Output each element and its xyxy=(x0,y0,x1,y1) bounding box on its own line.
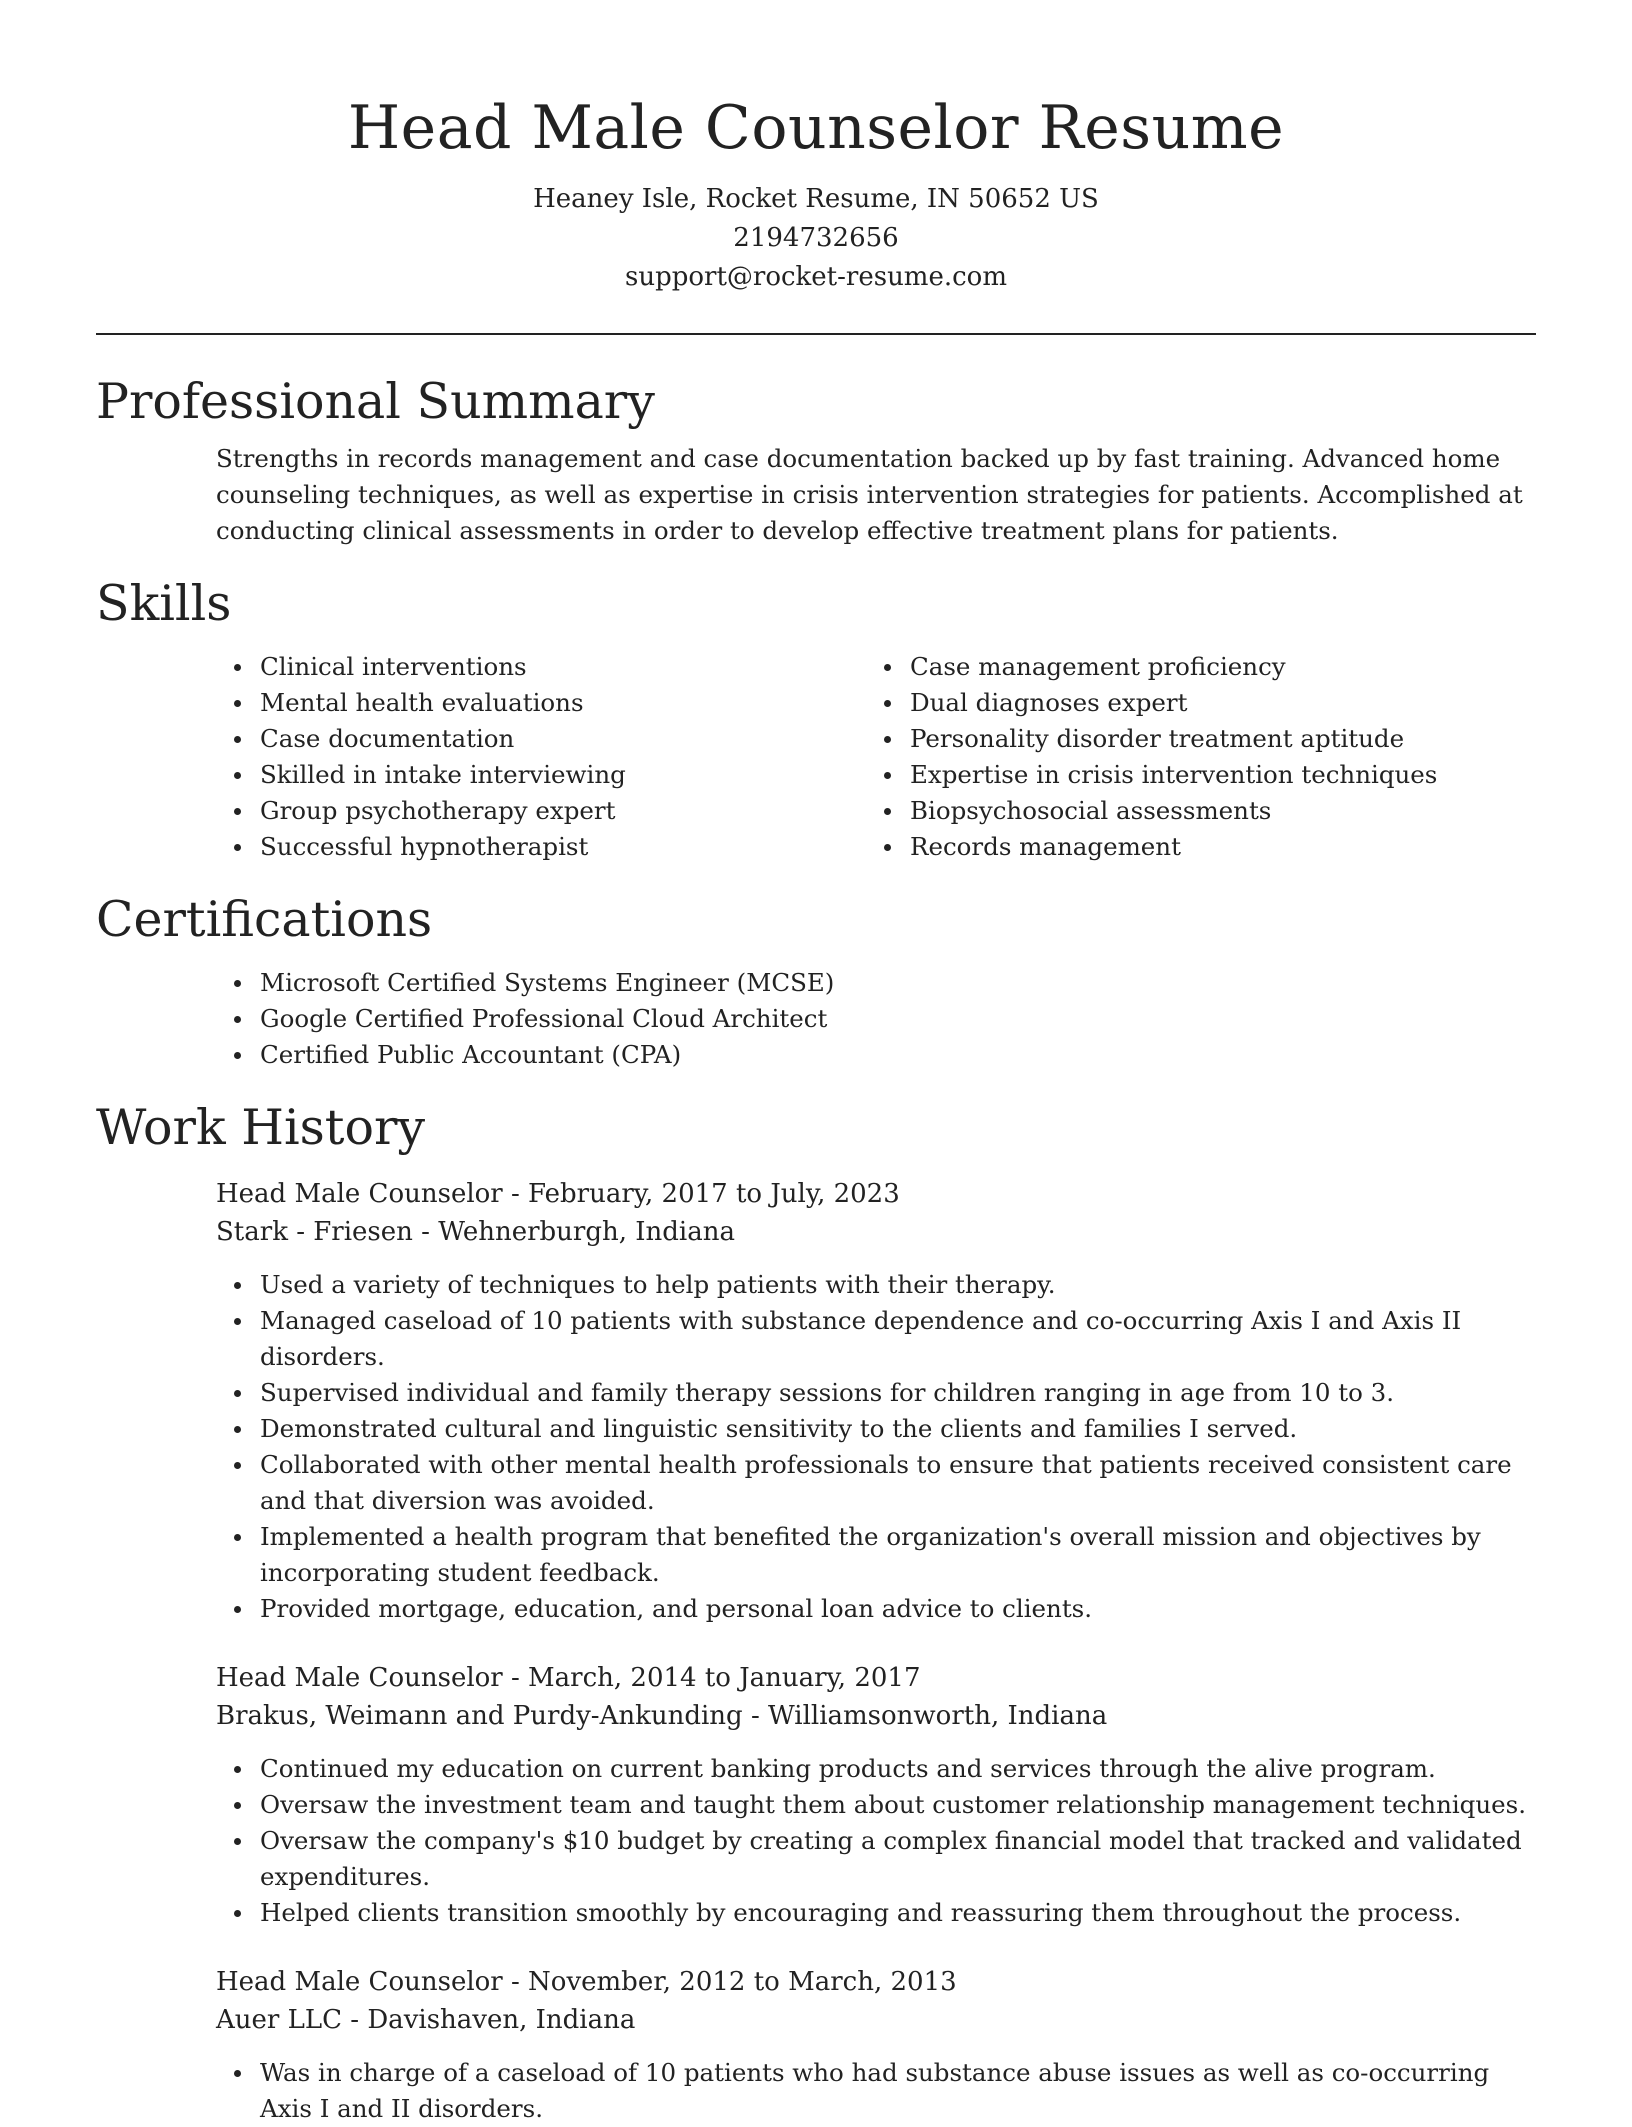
resume-header xyxy=(96,0,1536,297)
skills-section xyxy=(96,571,1536,865)
job-company-line: Auer LLC - Davishaven, Indiana xyxy=(216,2005,636,2035)
certification-item: Google Certified Professional Cloud Architect xyxy=(216,1001,1536,1037)
job-bullet: Oversaw the investment team and taught them about customer relationship management techniques. xyxy=(216,1787,1536,1823)
job-bullet: Oversaw the company's $10 budget by creating a complex financial model that tracked and validated expenditures. xyxy=(216,1823,1536,1895)
skill-item: Successful hypnotherapist xyxy=(216,829,866,865)
job-bullet: Was in charge of a caseload of 10 patients who had substance abuse issues as well as co-occurring Axis I and II disorders. xyxy=(216,2055,1536,2127)
job-company-line: Stark - Friesen - Wehnerburgh, Indiana xyxy=(216,1217,735,1247)
contact-phone: 2194732656 xyxy=(733,223,899,253)
job-bullet: Managed caseload of 10 patients with substance dependence and co-occurring Axis I and Axis II disorders. xyxy=(216,1303,1536,1375)
job-title-line: Head Male Counselor - November, 2012 to March, 2013 xyxy=(216,1967,957,1997)
job-bullet: Implemented a health program that benefited the organization's overall mission and objectives by incorporating student feedback. xyxy=(216,1519,1536,1591)
job-bullets xyxy=(216,1267,1536,1627)
certifications-list xyxy=(216,965,1536,1073)
skill-item: Clinical interventions xyxy=(216,649,866,685)
job-company-line: Brakus, Weimann and Purdy-Ankunding - Williamsonworth, Indiana xyxy=(216,1701,1108,1731)
certifications-section xyxy=(96,887,1536,1073)
summary-section xyxy=(96,369,1536,549)
skill-item: Expertise in crisis intervention techniques xyxy=(866,757,1516,793)
work-history-section xyxy=(96,1095,1536,2127)
contact-address: Heaney Isle, Rocket Resume, IN 50652 US xyxy=(533,184,1099,214)
job-bullets xyxy=(216,2055,1536,2127)
work-history-heading: Work History xyxy=(96,1099,426,1156)
resume-page xyxy=(96,0,1536,2127)
summary-text: Strengths in records management and case documentation backed up by fast training. Advanced home counseling techniques, as well as expertise in crisis intervention strategies for patients. Accomplished at conducting clinical assessments in order to develop effective treatment plans for patients. xyxy=(216,444,1523,545)
job-title-line: Head Male Counselor - February, 2017 to July, 2023 xyxy=(216,1179,900,1209)
summary-heading: Professional Summary xyxy=(96,373,655,430)
skills-list-left xyxy=(216,649,866,865)
certifications-heading: Certifications xyxy=(96,891,433,948)
skill-item: Skilled in intake interviewing xyxy=(216,757,866,793)
contact-email: support@rocket-resume.com xyxy=(624,262,1007,292)
certification-item: Microsoft Certified Systems Engineer (MCSE) xyxy=(216,965,1536,1001)
skill-item: Personality disorder treatment aptitude xyxy=(866,721,1516,757)
job-entry xyxy=(216,1659,1536,1931)
certification-item: Certified Public Accountant (CPA) xyxy=(216,1037,1536,1073)
skill-item: Case documentation xyxy=(216,721,866,757)
skill-item: Dual diagnoses expert xyxy=(866,685,1516,721)
job-title-line: Head Male Counselor - March, 2014 to January, 2017 xyxy=(216,1663,921,1693)
skills-grid xyxy=(216,649,1536,865)
job-entry xyxy=(216,1175,1536,1627)
skill-item: Mental health evaluations xyxy=(216,685,866,721)
resume-title: Head Male Counselor Resume xyxy=(347,93,1285,163)
job-bullets xyxy=(216,1751,1536,1931)
job-bullet: Helped clients transition smoothly by encouraging and reassuring them throughout the process. xyxy=(216,1895,1536,1931)
skills-heading: Skills xyxy=(96,575,232,632)
job-bullet: Provided mortgage, education, and personal loan advice to clients. xyxy=(216,1591,1536,1627)
job-bullet: Continued my education on current banking products and services through the alive program. xyxy=(216,1751,1536,1787)
skill-item: Biopsychosocial assessments xyxy=(866,793,1516,829)
skill-item: Records management xyxy=(866,829,1516,865)
job-entry xyxy=(216,1963,1536,2127)
header-divider xyxy=(96,333,1536,335)
job-bullet: Collaborated with other mental health professionals to ensure that patients received consistent care and that diversion was avoided. xyxy=(216,1447,1536,1519)
job-bullet: Demonstrated cultural and linguistic sensitivity to the clients and families I served. xyxy=(216,1411,1536,1447)
job-bullet: Supervised individual and family therapy sessions for children ranging in age from 10 to 3. xyxy=(216,1375,1536,1411)
skills-list-right xyxy=(866,649,1516,865)
job-bullet: Used a variety of techniques to help patients with their therapy. xyxy=(216,1267,1536,1303)
skill-item: Case management proficiency xyxy=(866,649,1516,685)
skill-item: Group psychotherapy expert xyxy=(216,793,866,829)
contact-block xyxy=(96,180,1536,297)
